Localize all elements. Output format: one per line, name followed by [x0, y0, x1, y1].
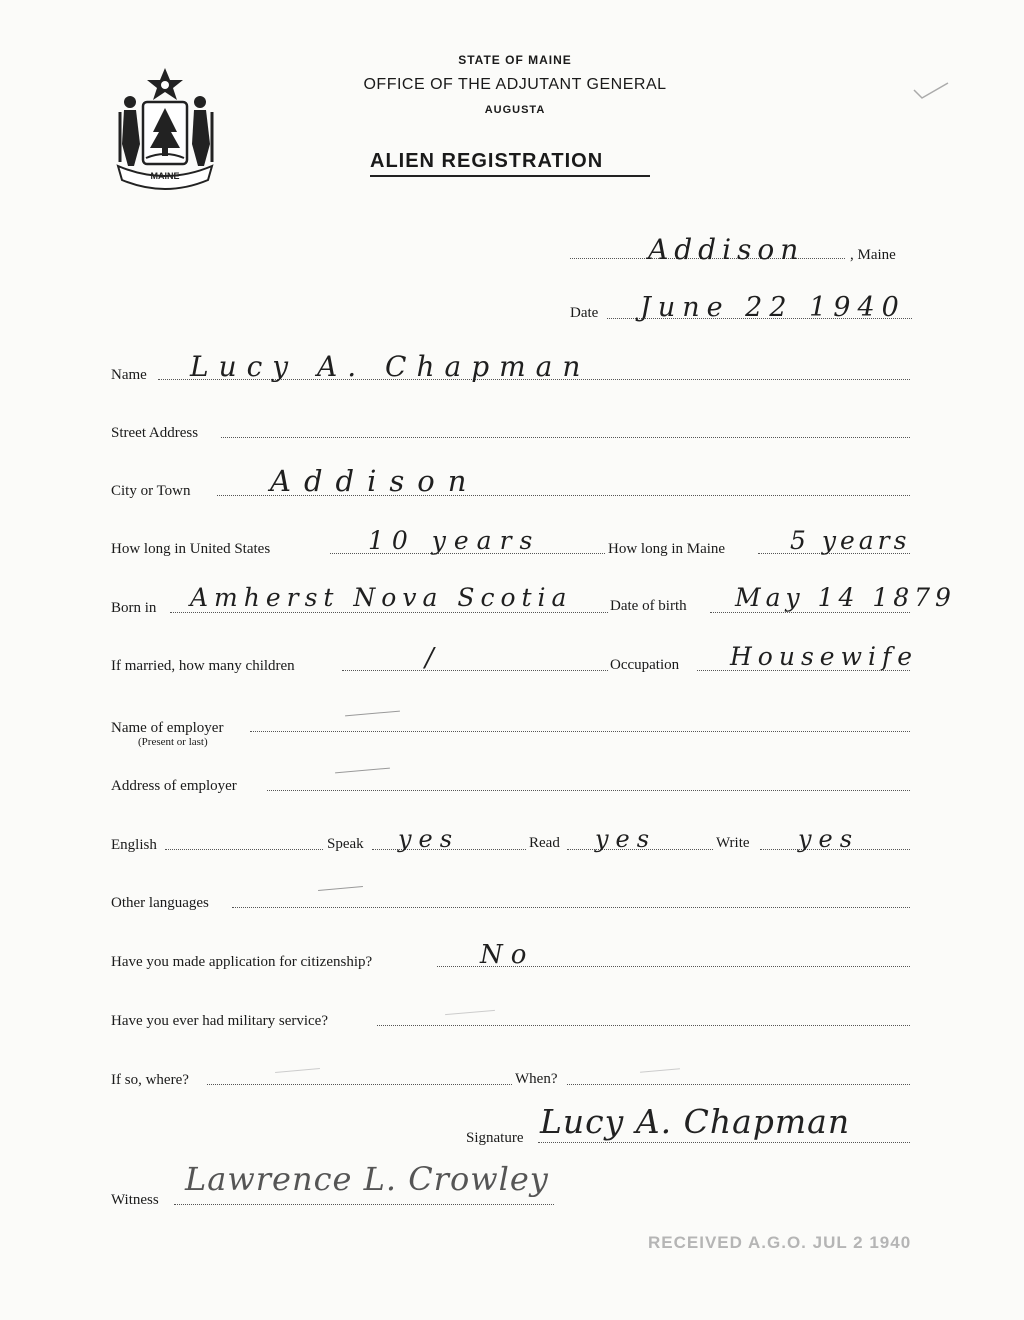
- how-long-maine-label: How long in Maine: [608, 541, 726, 557]
- speak-value: yes: [398, 825, 460, 853]
- received-stamp: RECEIVED A.G.O. JUL 2 1940: [648, 1233, 912, 1252]
- name-value: Lucy A. Chapman: [190, 350, 591, 383]
- speak-label: Speak: [327, 836, 364, 852]
- where-label: If so, where?: [111, 1072, 189, 1088]
- office-heading: OFFICE OF THE ADJUTANT GENERAL: [363, 76, 667, 93]
- occupation-value: Housewife: [730, 642, 919, 671]
- when-line: [567, 1084, 910, 1085]
- signature-value: Lucy A. Chapman: [540, 1102, 851, 1141]
- seal-banner-text: MAINE: [150, 171, 180, 181]
- witness-value: Lawrence L. Crowley: [185, 1160, 549, 1198]
- military-label: Have you ever had military service?: [111, 1013, 328, 1029]
- english-line: [165, 849, 323, 850]
- military-dash: [445, 1010, 495, 1015]
- military-line: [377, 1025, 910, 1026]
- children-value: /: [425, 643, 440, 673]
- other-languages-dash: [318, 886, 363, 891]
- check-mark-icon: [912, 80, 950, 102]
- children-line: [342, 670, 608, 671]
- dob-value: May 14 1879: [735, 583, 956, 612]
- maine-label: , Maine: [850, 247, 896, 263]
- employer-dash: [345, 711, 400, 717]
- dob-label: Date of birth: [610, 598, 687, 614]
- town-value: Addison: [648, 233, 805, 266]
- title-underline: [370, 175, 650, 177]
- street-address-line: [221, 437, 910, 438]
- when-label: When?: [515, 1071, 558, 1087]
- years-maine-value: 5 years: [790, 526, 911, 555]
- date-label: Date: [570, 305, 599, 321]
- other-languages-label: Other languages: [111, 895, 209, 911]
- other-languages-line: [232, 907, 910, 908]
- witness-label: Witness: [111, 1192, 159, 1208]
- employer-address-label: Address of employer: [111, 778, 237, 794]
- how-long-us-label: How long in United States: [111, 541, 271, 557]
- write-label: Write: [716, 835, 750, 851]
- state-heading: STATE OF MAINE: [458, 53, 572, 67]
- employer-line: [250, 731, 910, 732]
- employer-address-line: [267, 790, 910, 791]
- where-dash: [275, 1068, 320, 1073]
- employer-address-dash: [335, 768, 390, 774]
- children-label: If married, how many children: [111, 658, 295, 674]
- street-address-label: Street Address: [111, 425, 199, 441]
- write-value: yes: [798, 825, 860, 853]
- where-line: [207, 1084, 512, 1085]
- english-label: English: [111, 837, 157, 853]
- name-label: Name: [111, 367, 147, 383]
- city-label: City or Town: [111, 483, 191, 499]
- years-us-value: 10 years: [368, 526, 541, 555]
- date-value: June 22 1940: [640, 292, 906, 323]
- dob-line: [710, 612, 910, 613]
- born-in-label: Born in: [111, 600, 157, 616]
- read-label: Read: [529, 835, 560, 851]
- born-in-value: Amherst Nova Scotia: [190, 583, 573, 612]
- present-or-last-note: (Present or last): [138, 736, 208, 748]
- citizenship-value: No: [480, 940, 535, 970]
- occupation-label: Occupation: [610, 657, 680, 673]
- read-value: yes: [595, 825, 657, 853]
- signature-label: Signature: [466, 1130, 524, 1146]
- employer-label: Name of employer: [111, 720, 224, 736]
- when-dash: [640, 1068, 680, 1072]
- witness-line: [174, 1204, 554, 1205]
- form-title: ALIEN REGISTRATION: [370, 150, 604, 172]
- city-value: Addison: [270, 464, 480, 498]
- signature-line: [538, 1142, 910, 1143]
- born-in-line: [170, 612, 608, 613]
- citizenship-label: Have you made application for citizenship?: [111, 954, 373, 970]
- city-heading: AUGUSTA: [484, 104, 546, 116]
